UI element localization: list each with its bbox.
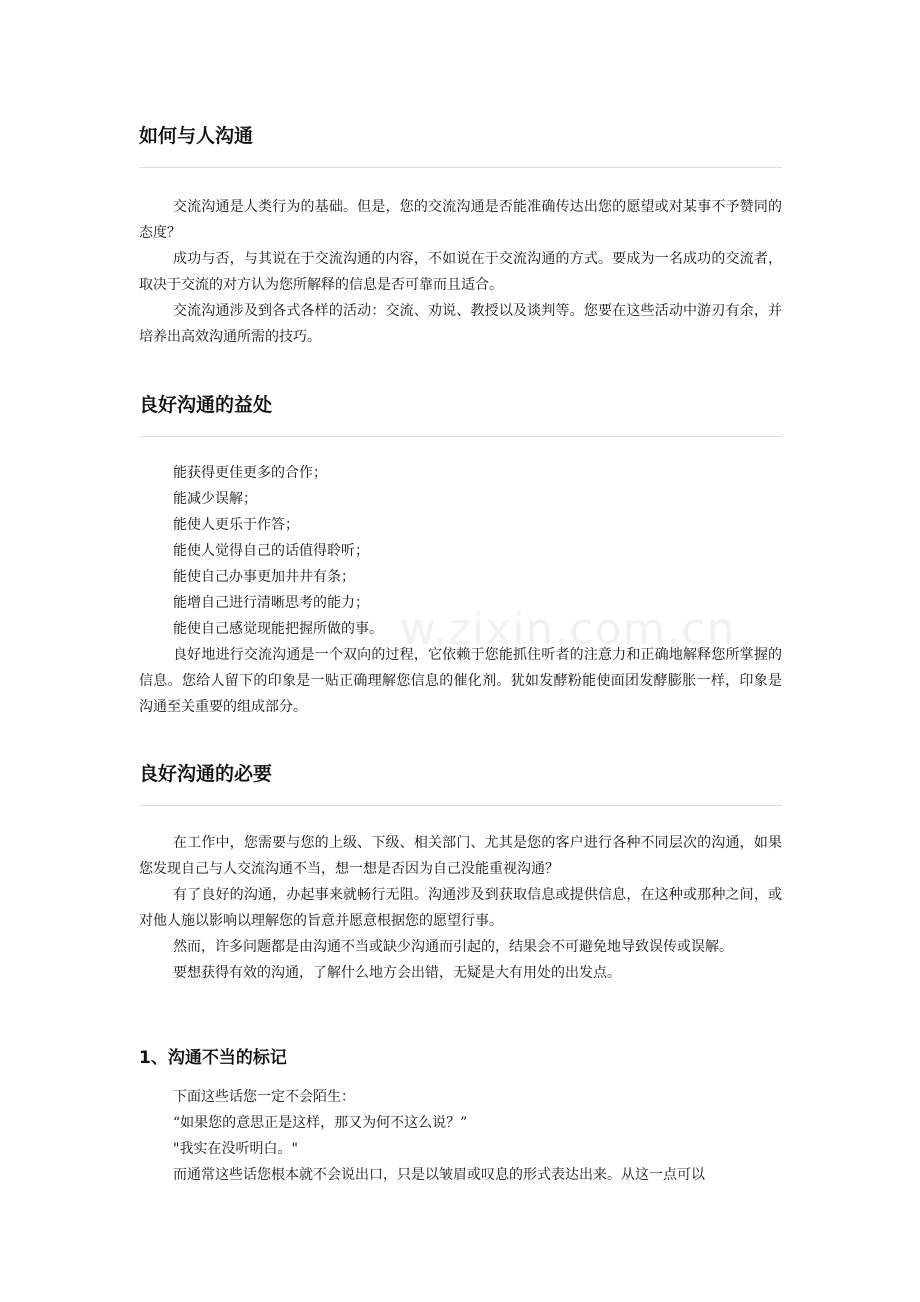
list-item: 能增自己进行清晰思考的能力； bbox=[173, 595, 369, 611]
benefit-list bbox=[139, 460, 782, 642]
paragraph: 然而，许多问题都是由沟通不当或缺少沟通而引起的，结果会不可避免地导致误传或误解。 bbox=[173, 939, 733, 955]
paragraph: 交流沟通涉及到各式各样的活动：交流、劝说、教授以及谈判等。您要在这些活动中游刃有余，并培养出高效沟通所需的技巧。 bbox=[139, 303, 782, 345]
list-item: 能获得更佳更多的合作； bbox=[173, 465, 327, 481]
section-body bbox=[139, 194, 782, 350]
paragraph: “如果您的意思正是这样，那又为何不这么说？” bbox=[173, 1115, 468, 1131]
paragraph: 有了良好的沟通，办起事来就畅行无阻。沟通涉及到获取信息或提供信息，在这种或那种之间，或对他人施以影响以理解您的旨意并愿意根据您的愿望行事。 bbox=[139, 887, 782, 929]
paragraph: 交流沟通是人类行为的基础。但是，您的交流沟通是否能准确传达出您的愿望或对某事不予赞同的态度？ bbox=[139, 199, 782, 241]
list-item: 能使自己感觉现能把握所做的事。 bbox=[173, 621, 383, 637]
section-divider bbox=[139, 805, 782, 806]
paragraph: 要想获得有效的沟通，了解什么地方会出错，无疑是大有用处的出发点。 bbox=[173, 965, 621, 981]
section-title: 良好沟通的必要 bbox=[139, 763, 273, 785]
paragraph: 在工作中，您需要与您的上级、下级、相关部门、尤其是您的客户进行各种不同层次的沟通，如果您发现自己与人交流沟通不当，想一想是否因为自己没能重视沟通？ bbox=[139, 835, 782, 877]
subsection-title: 1、沟通不当的标记 bbox=[139, 1048, 287, 1068]
section-title: 良好沟通的益处 bbox=[139, 394, 273, 416]
list-item: 能使人更乐于作答； bbox=[173, 517, 299, 533]
section-title: 如何与人沟通 bbox=[139, 125, 254, 147]
paragraph: 成功与否，与其说在于交流沟通的内容，不如说在于交流沟通的方式。要成为一名成功的交流者，取决于交流的对方认为您所解释的信息是否可靠而且适合。 bbox=[139, 251, 782, 293]
list-item: 能使人觉得自己的话值得聆听； bbox=[173, 543, 369, 559]
paragraph: 良好地进行交流沟通是一个双向的过程，它依赖于您能抓住听者的注意力和正确地解释您所掌握的信息。您给人留下的印象是一贴正确理解您信息的催化剂。犹如发酵粉能使面团发酵膨胀一样，印象是沟通至关重要的组成部分。 bbox=[139, 647, 782, 715]
section-divider bbox=[139, 436, 782, 437]
paragraph: "我实在没听明白。" bbox=[173, 1141, 298, 1157]
section-divider bbox=[139, 167, 782, 168]
list-item: 能使自己办事更加井井有条； bbox=[173, 569, 355, 585]
section-body bbox=[139, 460, 782, 720]
paragraph: 而通常这些话您根本就不会说出口，只是以皱眉或叹息的形式表达出来。从这一点可以 bbox=[173, 1167, 705, 1183]
watermark: w.zixin.com.cn bbox=[400, 604, 736, 655]
section-body bbox=[139, 830, 782, 986]
subsection-body bbox=[139, 1084, 782, 1188]
paragraph: 下面这些话您一定不会陌生： bbox=[173, 1089, 355, 1105]
list-item: 能减少误解； bbox=[173, 491, 257, 507]
